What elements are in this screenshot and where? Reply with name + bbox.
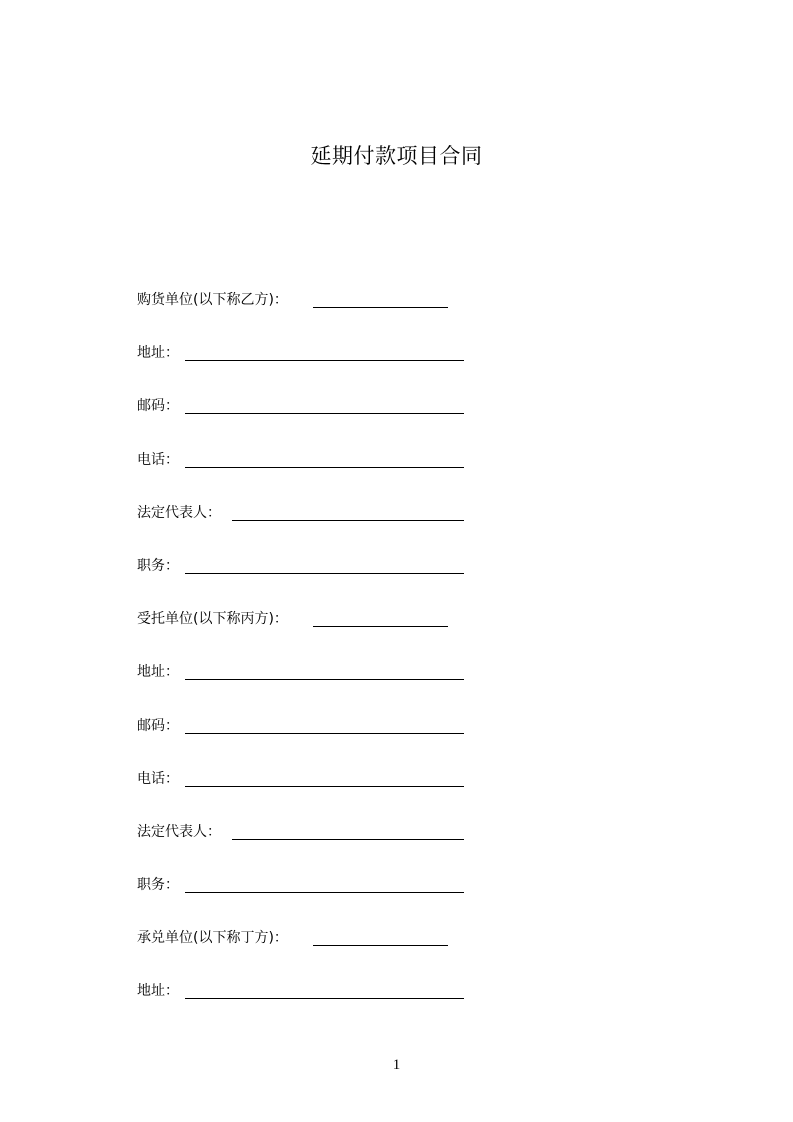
field-label: 职务： (137, 557, 179, 574)
buyer-phone-field (137, 446, 537, 499)
trustee-unit-field (137, 605, 537, 658)
field-label: 职务： (137, 877, 179, 894)
acceptor-address-field (137, 977, 537, 1030)
trustee-position-field (137, 871, 537, 924)
field-label: 地址： (137, 664, 179, 681)
field-label: 地址： (137, 983, 179, 1000)
fill-in-blank[interactable] (313, 626, 448, 627)
field-label: 地址： (137, 345, 179, 362)
field-label: 邮码： (137, 717, 179, 734)
acceptor-unit-field (137, 924, 537, 977)
trustee-address-field (137, 658, 537, 711)
field-label: 受托单位(以下称丙方)： (137, 611, 288, 628)
fill-in-blank[interactable] (185, 892, 464, 893)
field-label: 法定代表人： (137, 504, 221, 521)
fill-in-blank[interactable] (185, 467, 464, 468)
buyer-address-field (137, 339, 537, 392)
trustee-legal-representative-field (137, 818, 537, 871)
page-number: 1 (392, 1057, 401, 1073)
field-label: 购货单位(以下称乙方)： (137, 292, 288, 308)
fill-in-blank[interactable] (185, 998, 464, 999)
field-label: 法定代表人： (137, 823, 221, 840)
fill-in-blank[interactable] (185, 413, 464, 414)
trustee-postcode-field (137, 712, 537, 765)
document-title: 延期付款项目合同 (310, 144, 483, 168)
fill-in-blank[interactable] (185, 733, 464, 734)
fill-in-blank[interactable] (232, 520, 464, 521)
trustee-phone-field (137, 765, 537, 818)
fill-in-blank[interactable] (185, 360, 464, 361)
fill-in-blank[interactable] (313, 307, 448, 308)
buyer-unit-field (137, 286, 537, 339)
field-label: 承兑单位(以下称丁方)： (137, 930, 288, 947)
fill-in-blank[interactable] (185, 573, 464, 574)
fill-in-blank[interactable] (185, 786, 464, 787)
fill-in-blank[interactable] (313, 945, 448, 946)
buyer-postcode-field (137, 392, 537, 445)
buyer-legal-representative-field (137, 499, 537, 552)
field-label: 电话： (137, 770, 179, 787)
contract-party-fields (137, 286, 537, 1031)
buyer-position-field (137, 552, 537, 605)
field-label: 电话： (137, 451, 179, 468)
fill-in-blank[interactable] (185, 679, 464, 680)
field-label: 邮码： (137, 398, 179, 415)
fill-in-blank[interactable] (232, 839, 464, 840)
